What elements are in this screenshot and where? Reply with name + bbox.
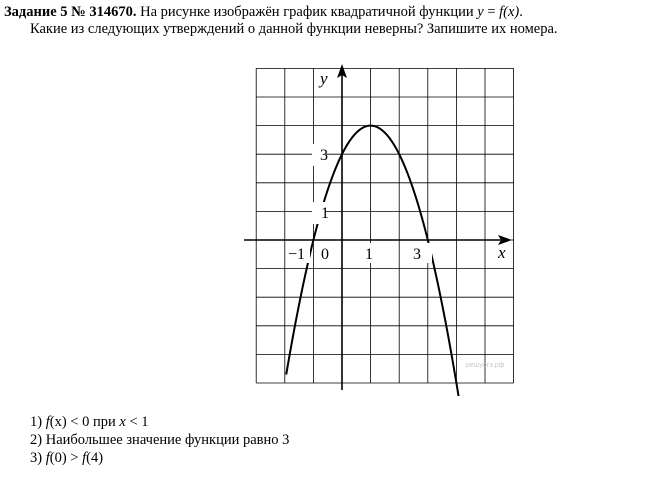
watermark: решуогэ.рф (466, 362, 505, 369)
x-tick-1: 1 (365, 246, 373, 263)
y-tick-1: 1 (321, 205, 329, 222)
statement-3-func-a: f (45, 450, 50, 466)
task-intro: На рисунке изображён график квадратичной функции (140, 4, 474, 20)
statement-1-number: 1) (30, 414, 43, 430)
statement-1 (30, 414, 149, 431)
statement-1-arg: (x) (49, 414, 67, 430)
statement-1-relation: < 0 при (66, 414, 120, 430)
statement-3-arg-b: (4) (86, 450, 104, 466)
task-question: Какие из следующих утверждений о данной функции неверны? Запишите их номера. (30, 21, 558, 37)
task-number: Задание 5 № 314670. (4, 4, 137, 20)
statement-3-arg-a: (0) > (49, 450, 83, 466)
task-header (4, 4, 523, 21)
statement-2-number: 2) (30, 432, 43, 448)
y-axis-label: y (320, 69, 328, 88)
statement-2-text: Наибольшее значение функции равно 3 (42, 432, 290, 448)
function-graph (230, 60, 520, 396)
statement-1-tail: < 1 (125, 414, 149, 430)
statement-1-func: f (45, 414, 50, 430)
x-tick-3: 3 (413, 246, 421, 263)
statement-1-var: x (119, 414, 126, 430)
function-eq: = (483, 4, 500, 20)
statement-3-func-b: f (82, 450, 87, 466)
grid (256, 68, 513, 383)
statement-2 (30, 432, 289, 449)
x-tick-0: 0 (321, 246, 329, 263)
function-rhs: f(x) (499, 4, 520, 20)
parabola-curve (286, 126, 489, 396)
x-axis-label: x (498, 243, 506, 262)
statement-3-number: 3) (30, 450, 43, 466)
x-tick-minus-1: −1 (288, 246, 306, 263)
statement-3 (30, 450, 103, 467)
y-tick-3: 3 (320, 147, 328, 164)
function-lhs: y (477, 4, 484, 20)
intro-end: . (519, 4, 523, 20)
